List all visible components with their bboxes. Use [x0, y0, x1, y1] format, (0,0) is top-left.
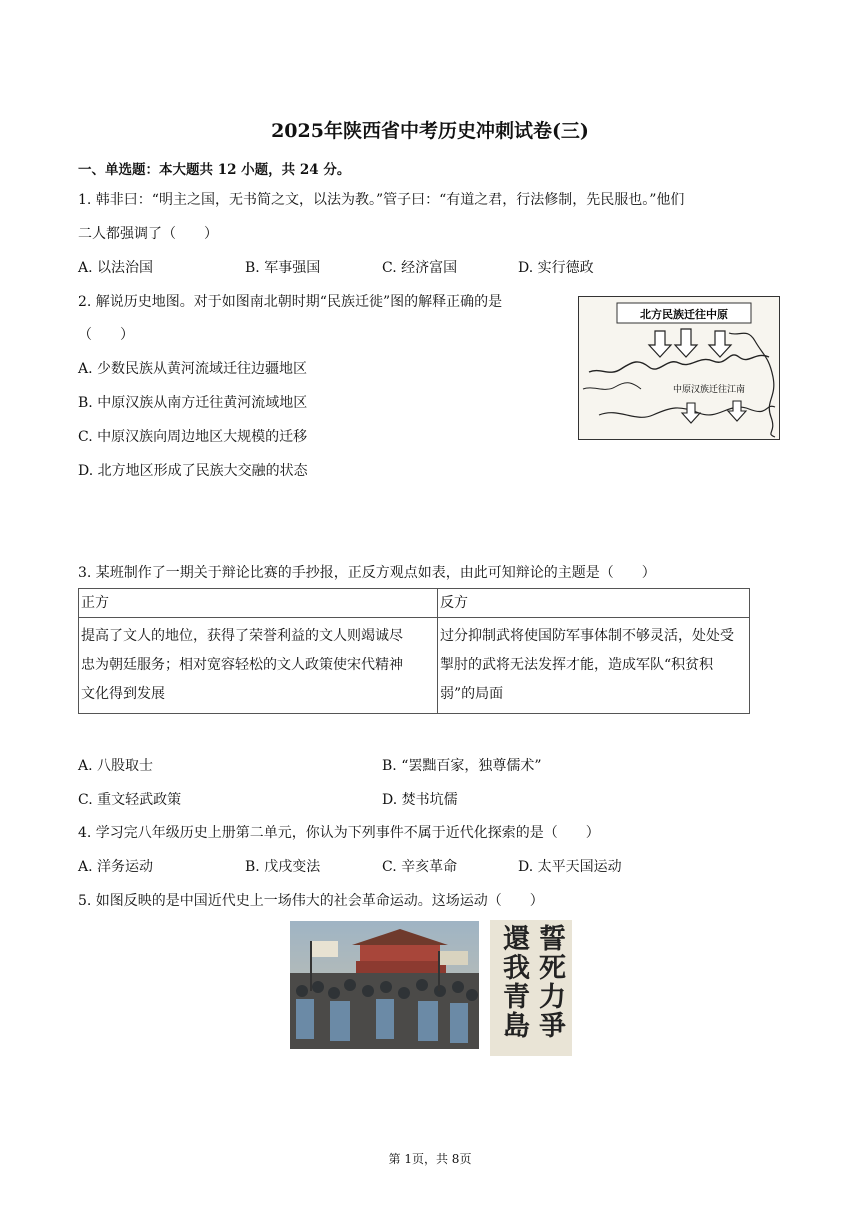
table-header-pro: 正方	[79, 589, 438, 618]
q3-option-a: A. 八股取士	[78, 758, 154, 774]
q5-stem: 5. 如图反映的是中国近代史上一场伟大的社会革命运动。这场运动（ ）	[78, 893, 544, 909]
q2-stem-line1: 2. 解说历史地图。对于如图南北朝时期“民族迁徙”图的解释正确的是	[78, 294, 503, 310]
con-line: 掣肘的武将无法发挥才能，造成军队“积贫积	[440, 657, 714, 673]
debate-table	[78, 588, 750, 714]
calligraphy-left-column: 還我青島	[498, 924, 529, 1040]
con-line: 过分抑制武将使国防军事体制不够灵活，处处受	[440, 628, 734, 644]
painting-drawing	[290, 921, 479, 1049]
q1-option-d: D. 实行德政	[518, 260, 594, 276]
calligraphy-slogan-image	[490, 920, 572, 1056]
q4-option-a: A. 洋务运动	[78, 859, 154, 875]
migration-map-image	[578, 296, 780, 440]
q3-option-b: B. “罢黜百家，独尊儒术”	[382, 758, 542, 774]
q3-option-c: C. 重文轻武政策	[78, 792, 182, 808]
q2-option-c: C. 中原汉族向周边地区大规模的迁移	[78, 429, 308, 445]
map-label-north: 北方民族迁往中原	[640, 308, 728, 321]
q1-option-c: C. 经济富国	[382, 260, 458, 276]
q4-option-b: B. 戊戌变法	[245, 859, 321, 875]
migration-map-drawing	[579, 297, 779, 439]
section-header: 一、单选题：本大题共 12 小题，共 24 分。	[78, 162, 351, 178]
table-cell-pro	[79, 618, 438, 714]
q3-stem: 3. 某班制作了一期关于辩论比赛的手抄报，正反方观点如表，由此可知辩论的主题是（ ）	[78, 565, 656, 581]
q3-option-d: D. 焚书坑儒	[382, 792, 458, 808]
pro-line: 文化得到发展	[81, 686, 165, 702]
calligraphy-right-column: 誓死力爭	[534, 924, 565, 1040]
q1-option-a: A. 以法治国	[78, 260, 154, 276]
q2-stem-line2: （ ）	[78, 327, 134, 343]
table-header-con: 反方	[438, 589, 750, 618]
may-fourth-painting-image	[290, 921, 479, 1049]
pro-line: 提高了文人的地位，获得了荣誉利益的文人则竭诚尽	[81, 628, 403, 644]
con-line: 弱”的局面	[440, 686, 504, 702]
q4-option-d: D. 太平天国运动	[518, 859, 622, 875]
q4-option-c: C. 辛亥革命	[382, 859, 458, 875]
table-cell-con	[438, 618, 750, 714]
page-title: 2025年陕西省中考历史冲刺试卷(三)	[271, 120, 589, 142]
map-label-south: 中原汉族迁往江南	[672, 385, 746, 395]
q2-option-a: A. 少数民族从黄河流域迁往边疆地区	[78, 361, 308, 377]
q2-option-b: B. 中原汉族从南方迁往黄河流域地区	[78, 395, 308, 411]
q1-stem-line1: 1. 韩非曰：“明主之国，无书简之文，以法为教。”管子曰：“有道之君，行法修制，先民服也。”他们	[78, 192, 685, 208]
page-footer: 第 1页，共 8页	[388, 1152, 472, 1166]
q2-option-d: D. 北方地区形成了民族大交融的状态	[78, 463, 308, 479]
q4-stem: 4. 学习完八年级历史上册第二单元，你认为下列事件不属于近代化探索的是（ ）	[78, 825, 600, 841]
pro-line: 忠为朝廷服务；相对宽容轻松的文人政策使宋代精神	[81, 657, 403, 673]
q1-option-b: B. 军事强国	[245, 260, 321, 276]
q1-stem-line2: 二人都强调了（ ）	[78, 226, 218, 242]
